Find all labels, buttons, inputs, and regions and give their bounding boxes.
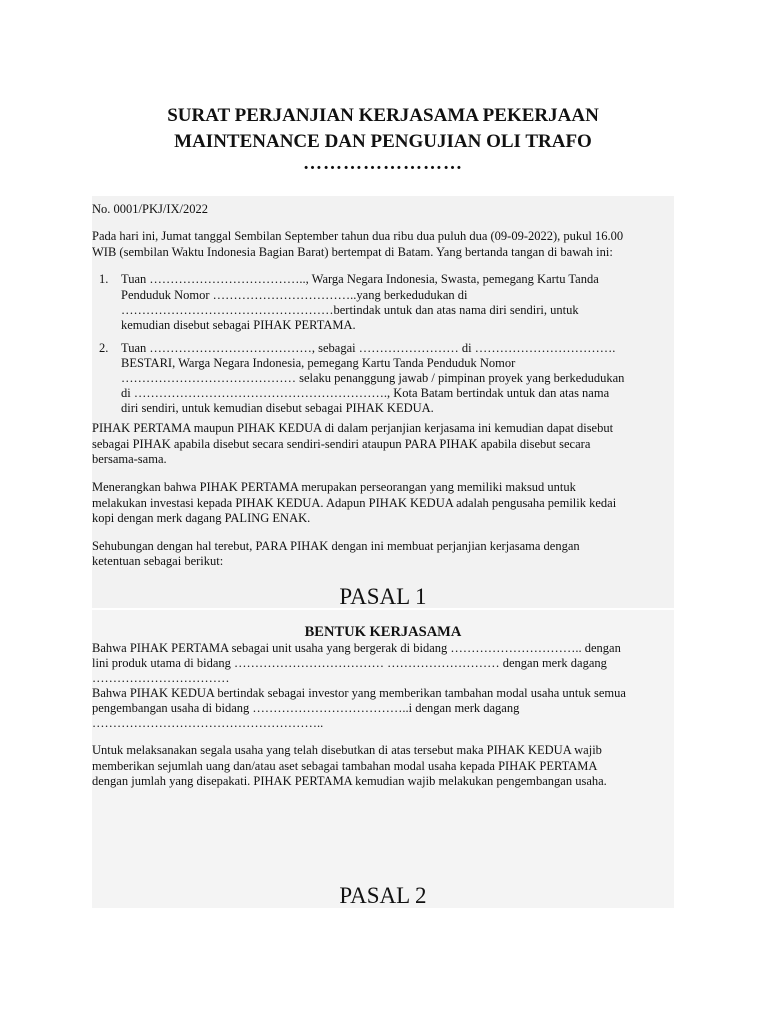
party-1-line: kemudian disebut sebagai PIHAK PERTAMA. (121, 318, 356, 332)
pasal-1-clause-line: Bahwa PIHAK PERTAMA sebagai unit usaha yang bergerak di bidang ………………………….. dengan (92, 641, 621, 655)
explanation-paragraph-line: Menerangkan bahwa PIHAK PERTAMA merupakan perseorangan yang memiliki maksud untuk (92, 480, 576, 494)
party-2-line: di ……………………………………………………., Kota Batam bertindak untuk dan atas nama (121, 386, 610, 400)
document-title-line-2: MAINTENANCE DAN PENGUJIAN OLI TRAFO (174, 131, 592, 152)
definition-paragraph-line: sebagai PIHAK apabila disebut secara sendiri-sendiri ataupun PARA PIHAK apabila disebut secara (92, 437, 591, 451)
party-2-line: …………………………………… selaku penanggung jawab / pimpinan proyek yang berkedudukan (121, 371, 625, 385)
definition-paragraph-line: PIHAK PERTAMA maupun PIHAK KEDUA di dalam perjanjian kerjasama ini kemudian dapat disebut (92, 421, 614, 435)
document-number: No. 0001/PKJ/IX/2022 (92, 202, 208, 216)
pasal-1-clause-line: ……………………………………………….. (92, 716, 324, 730)
pasal-1-subheading: BENTUK KERJASAMA (304, 624, 462, 640)
party-2-line: diri sendiri, untuk kemudian disebut sebagai PIHAK KEDUA. (121, 401, 434, 415)
party-2-number: 2. (99, 341, 109, 355)
pasal-2-heading: PASAL 2 (339, 883, 427, 908)
party-2-line: BESTARI, Warga Negara Indonesia, pemegang Kartu Tanda Penduduk Nomor (121, 356, 516, 370)
document-title-line-3: …………………… (303, 153, 463, 174)
pasal-1-clause-line: Untuk melaksanakan segala usaha yang telah disebutkan di atas tersebut maka PIHAK KEDUA wajib (92, 743, 602, 757)
pasal-1-clause-line: pengembangan usaha di bidang ………………………………..i dengan merk dagang (92, 701, 520, 715)
pasal-1-clause-line: dengan jumlah yang disepakati. PIHAK PERTAMA kemudian wajib melakukan pengembangan usaha. (92, 774, 607, 788)
party-1-line: ……………………………………………bertindak untuk dan atas nama diri sendiri, untuk (121, 303, 579, 317)
party-1-number: 1. (99, 272, 109, 286)
document-title-line-1: SURAT PERJANJIAN KERJASAMA PEKERJAAN (167, 105, 599, 126)
pasal-1-heading: PASAL 1 (339, 584, 427, 609)
party-2-line: Tuan …………………………………, sebagai …………………… di ……………………………. (121, 341, 616, 355)
connection-paragraph-line: Sehubungan dengan hal terebut, PARA PIHAK dengan ini membuat perjanjian kerjasama dengan (92, 539, 580, 553)
pasal-1-clause-line: lini produk utama di bidang ……………………………… ……………………… dengan merk dagang (92, 656, 607, 670)
connection-paragraph-line: ketentuan sebagai berikut: (92, 554, 224, 568)
definition-paragraph-line: bersama-sama. (92, 452, 167, 466)
intro-line: Pada hari ini, Jumat tanggal Sembilan September tahun dua ribu dua puluh dua (09-09-2022), pukul 16.00 (92, 229, 624, 243)
explanation-paragraph-line: melakukan investasi kepada PIHAK KEDUA. Adapun PIHAK KEDUA adalah pengusaha pemilik kedai (92, 496, 617, 510)
party-1-line: Tuan ……………………………….., Warga Negara Indonesia, Swasta, pemegang Kartu Tanda (121, 272, 599, 286)
intro-line: WIB (sembilan Waktu Indonesia Bagian Barat) bertempat di Batam. Yang bertanda tangan di bawah ini: (92, 245, 613, 259)
explanation-paragraph-line: kopi dengan merk dagang PALING ENAK. (92, 511, 311, 525)
pasal-1-clause-line: memberikan sejumlah uang dan/atau aset sebagai tambahan modal usaha kepada PIHAK PERTAMA (92, 759, 598, 773)
party-1-line: Penduduk Nomor ……………………………..yang berkedudukan di (121, 288, 468, 302)
pasal-1-clause-line: Bahwa PIHAK KEDUA bertindak sebagai investor yang memberikan tambahan modal usaha untuk semua (92, 686, 626, 700)
pasal-1-clause-line: …………………………… (92, 671, 230, 685)
